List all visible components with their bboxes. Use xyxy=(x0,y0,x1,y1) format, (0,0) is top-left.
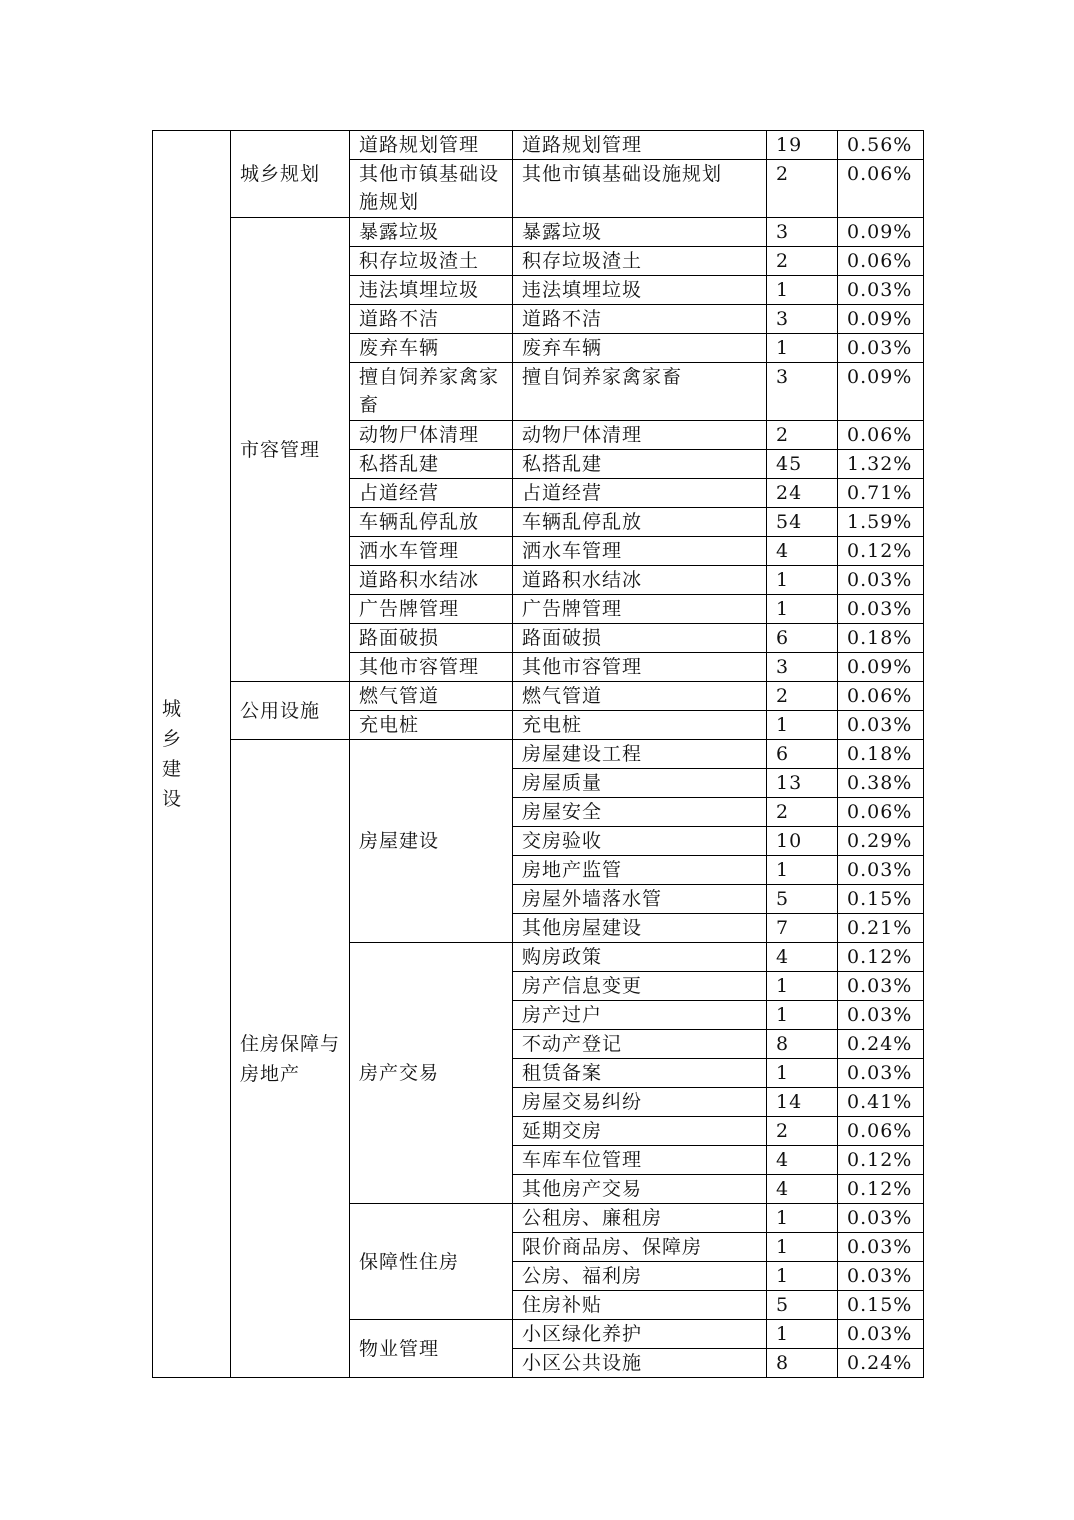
subcategory-cell: 广告牌管理 xyxy=(350,595,513,624)
percent-cell: 0.06% xyxy=(838,421,924,450)
subcategory-cell: 道路积水结冰 xyxy=(350,566,513,595)
item-cell: 房产过户 xyxy=(513,1001,767,1030)
percent-cell: 0.15% xyxy=(838,885,924,914)
count-cell: 6 xyxy=(767,624,838,653)
subcategory-cell: 房产交易 xyxy=(350,943,513,1204)
subcategory-cell: 其他市镇基础设施规划 xyxy=(350,160,513,218)
percent-cell: 0.03% xyxy=(838,566,924,595)
count-cell: 54 xyxy=(767,508,838,537)
subcategory-cell: 燃气管道 xyxy=(350,682,513,711)
item-cell: 购房政策 xyxy=(513,943,767,972)
percent-cell: 0.09% xyxy=(838,363,924,421)
percent-cell: 0.24% xyxy=(838,1349,924,1378)
table-row xyxy=(153,218,924,247)
count-cell: 1 xyxy=(767,566,838,595)
subcategory-cell: 私搭乱建 xyxy=(350,450,513,479)
count-cell: 2 xyxy=(767,247,838,276)
percent-cell: 0.06% xyxy=(838,160,924,218)
count-cell: 6 xyxy=(767,740,838,769)
count-cell: 5 xyxy=(767,1291,838,1320)
percent-cell: 0.03% xyxy=(838,1059,924,1088)
item-cell: 燃气管道 xyxy=(513,682,767,711)
subcategory-cell: 路面破损 xyxy=(350,624,513,653)
count-cell: 3 xyxy=(767,218,838,247)
item-cell: 道路积水结冰 xyxy=(513,566,767,595)
count-cell: 1 xyxy=(767,276,838,305)
group-cell: 住房保障与房地产 xyxy=(231,740,350,1378)
count-cell: 13 xyxy=(767,769,838,798)
statistics-table xyxy=(152,130,924,1378)
percent-cell: 0.18% xyxy=(838,624,924,653)
count-cell: 3 xyxy=(767,363,838,421)
item-cell: 动物尸体清理 xyxy=(513,421,767,450)
percent-cell: 0.03% xyxy=(838,276,924,305)
category-cell: 城 乡 建设 xyxy=(153,131,231,1378)
count-cell: 4 xyxy=(767,1175,838,1204)
percent-cell: 0.03% xyxy=(838,1204,924,1233)
item-cell: 其他房产交易 xyxy=(513,1175,767,1204)
group-cell: 公用设施 xyxy=(231,682,350,740)
item-cell: 房屋建设工程 xyxy=(513,740,767,769)
count-cell: 8 xyxy=(767,1349,838,1378)
count-cell: 8 xyxy=(767,1030,838,1059)
subcategory-cell: 物业管理 xyxy=(350,1320,513,1378)
percent-cell: 0.03% xyxy=(838,1233,924,1262)
percent-cell: 0.03% xyxy=(838,711,924,740)
subcategory-cell: 积存垃圾渣土 xyxy=(350,247,513,276)
percent-cell: 0.12% xyxy=(838,537,924,566)
percent-cell: 0.09% xyxy=(838,653,924,682)
percent-cell: 0.06% xyxy=(838,798,924,827)
percent-cell: 0.15% xyxy=(838,1291,924,1320)
item-cell: 道路不洁 xyxy=(513,305,767,334)
count-cell: 24 xyxy=(767,479,838,508)
percent-cell: 0.09% xyxy=(838,218,924,247)
subcategory-cell: 车辆乱停乱放 xyxy=(350,508,513,537)
count-cell: 4 xyxy=(767,1146,838,1175)
count-cell: 3 xyxy=(767,653,838,682)
item-cell: 其他市容管理 xyxy=(513,653,767,682)
percent-cell: 0.03% xyxy=(838,1262,924,1291)
count-cell: 1 xyxy=(767,1320,838,1349)
count-cell: 1 xyxy=(767,334,838,363)
subcategory-cell: 房屋建设 xyxy=(350,740,513,943)
count-cell: 1 xyxy=(767,595,838,624)
item-cell: 公租房、廉租房 xyxy=(513,1204,767,1233)
percent-cell: 0.03% xyxy=(838,856,924,885)
item-cell: 道路规划管理 xyxy=(513,131,767,160)
percent-cell: 0.03% xyxy=(838,972,924,1001)
table-row xyxy=(153,131,924,160)
percent-cell: 0.09% xyxy=(838,305,924,334)
item-cell: 不动产登记 xyxy=(513,1030,767,1059)
percent-cell: 0.03% xyxy=(838,1320,924,1349)
percent-cell: 0.12% xyxy=(838,943,924,972)
table-row xyxy=(153,740,924,769)
subcategory-cell: 废弃车辆 xyxy=(350,334,513,363)
item-cell: 公房、福利房 xyxy=(513,1262,767,1291)
item-cell: 积存垃圾渣土 xyxy=(513,247,767,276)
item-cell: 房产信息变更 xyxy=(513,972,767,1001)
subcategory-cell: 暴露垃圾 xyxy=(350,218,513,247)
percent-cell: 0.21% xyxy=(838,914,924,943)
subcategory-cell: 充电桩 xyxy=(350,711,513,740)
percent-cell: 0.03% xyxy=(838,1001,924,1030)
item-cell: 车辆乱停乱放 xyxy=(513,508,767,537)
item-cell: 限价商品房、保障房 xyxy=(513,1233,767,1262)
percent-cell: 0.71% xyxy=(838,479,924,508)
count-cell: 2 xyxy=(767,798,838,827)
count-cell: 1 xyxy=(767,1204,838,1233)
percent-cell: 0.29% xyxy=(838,827,924,856)
count-cell: 2 xyxy=(767,682,838,711)
item-cell: 租赁备案 xyxy=(513,1059,767,1088)
count-cell: 2 xyxy=(767,1117,838,1146)
count-cell: 1 xyxy=(767,856,838,885)
percent-cell: 0.12% xyxy=(838,1175,924,1204)
item-cell: 废弃车辆 xyxy=(513,334,767,363)
percent-cell: 0.18% xyxy=(838,740,924,769)
item-cell: 房屋外墙落水管 xyxy=(513,885,767,914)
item-cell: 暴露垃圾 xyxy=(513,218,767,247)
item-cell: 房地产监管 xyxy=(513,856,767,885)
item-cell: 车库车位管理 xyxy=(513,1146,767,1175)
item-cell: 路面破损 xyxy=(513,624,767,653)
item-cell: 洒水车管理 xyxy=(513,537,767,566)
subcategory-cell: 道路规划管理 xyxy=(350,131,513,160)
subcategory-cell: 道路不洁 xyxy=(350,305,513,334)
count-cell: 1 xyxy=(767,711,838,740)
percent-cell: 0.06% xyxy=(838,1117,924,1146)
subcategory-cell: 违法填埋垃圾 xyxy=(350,276,513,305)
table-row xyxy=(153,682,924,711)
subcategory-cell: 其他市容管理 xyxy=(350,653,513,682)
percent-cell: 0.38% xyxy=(838,769,924,798)
subcategory-cell: 擅自饲养家禽家畜 xyxy=(350,363,513,421)
count-cell: 1 xyxy=(767,1059,838,1088)
count-cell: 2 xyxy=(767,160,838,218)
percent-cell: 0.06% xyxy=(838,682,924,711)
item-cell: 房屋交易纠纷 xyxy=(513,1088,767,1117)
count-cell: 1 xyxy=(767,1233,838,1262)
count-cell: 19 xyxy=(767,131,838,160)
group-cell: 城乡规划 xyxy=(231,131,350,218)
subcategory-cell: 动物尸体清理 xyxy=(350,421,513,450)
count-cell: 4 xyxy=(767,943,838,972)
percent-cell: 1.59% xyxy=(838,508,924,537)
item-cell: 充电桩 xyxy=(513,711,767,740)
percent-cell: 0.03% xyxy=(838,334,924,363)
percent-cell: 0.24% xyxy=(838,1030,924,1059)
item-cell: 广告牌管理 xyxy=(513,595,767,624)
item-cell: 擅自饲养家禽家畜 xyxy=(513,363,767,421)
item-cell: 占道经营 xyxy=(513,479,767,508)
item-cell: 私搭乱建 xyxy=(513,450,767,479)
item-cell: 其他市镇基础设施规划 xyxy=(513,160,767,218)
item-cell: 住房补贴 xyxy=(513,1291,767,1320)
percent-cell: 1.32% xyxy=(838,450,924,479)
subcategory-cell: 占道经营 xyxy=(350,479,513,508)
item-cell: 其他房屋建设 xyxy=(513,914,767,943)
item-cell: 小区绿化养护 xyxy=(513,1320,767,1349)
subcategory-cell: 洒水车管理 xyxy=(350,537,513,566)
percent-cell: 0.41% xyxy=(838,1088,924,1117)
count-cell: 1 xyxy=(767,972,838,1001)
percent-cell: 0.56% xyxy=(838,131,924,160)
count-cell: 10 xyxy=(767,827,838,856)
count-cell: 45 xyxy=(767,450,838,479)
count-cell: 2 xyxy=(767,421,838,450)
count-cell: 5 xyxy=(767,885,838,914)
count-cell: 4 xyxy=(767,537,838,566)
percent-cell: 0.12% xyxy=(838,1146,924,1175)
item-cell: 延期交房 xyxy=(513,1117,767,1146)
item-cell: 房屋安全 xyxy=(513,798,767,827)
count-cell: 1 xyxy=(767,1262,838,1291)
group-cell: 市容管理 xyxy=(231,218,350,682)
count-cell: 3 xyxy=(767,305,838,334)
item-cell: 违法填埋垃圾 xyxy=(513,276,767,305)
item-cell: 小区公共设施 xyxy=(513,1349,767,1378)
subcategory-cell: 保障性住房 xyxy=(350,1204,513,1320)
item-cell: 房屋质量 xyxy=(513,769,767,798)
count-cell: 1 xyxy=(767,1001,838,1030)
percent-cell: 0.06% xyxy=(838,247,924,276)
percent-cell: 0.03% xyxy=(838,595,924,624)
count-cell: 14 xyxy=(767,1088,838,1117)
count-cell: 7 xyxy=(767,914,838,943)
item-cell: 交房验收 xyxy=(513,827,767,856)
